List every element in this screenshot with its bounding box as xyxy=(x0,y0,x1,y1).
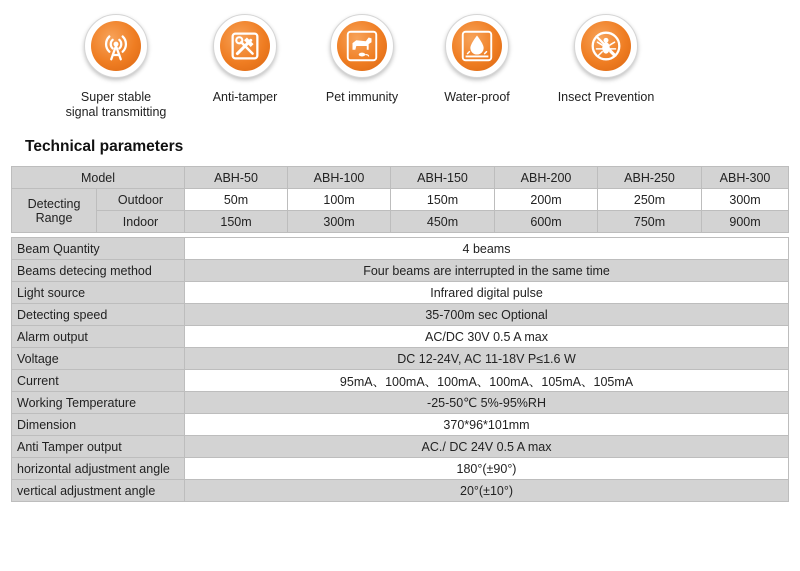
feature-label: Pet immunity xyxy=(325,90,399,104)
indoor-value: 750m xyxy=(598,211,702,233)
spec-row xyxy=(12,238,789,260)
spec-row xyxy=(12,260,789,282)
model-cell: ABH-100 xyxy=(288,167,391,189)
feature-badge xyxy=(213,14,277,78)
spec-label: Alarm output xyxy=(12,326,185,348)
spec-value: AC/DC 30V 0.5 A max xyxy=(185,326,789,348)
spec-row xyxy=(12,282,789,304)
feature-badge xyxy=(330,14,394,78)
spec-label: Dimension xyxy=(12,414,185,436)
spec-value: 370*96*101mm xyxy=(185,414,789,436)
spec-label: Anti Tamper output xyxy=(12,436,185,458)
spec-value: Infrared digital pulse xyxy=(185,282,789,304)
model-row xyxy=(12,167,789,189)
spec-label: vertical adjustment angle xyxy=(12,480,185,502)
spec-value: 4 beams xyxy=(185,238,789,260)
spec-row xyxy=(12,348,789,370)
feature-label: Anti-tamper xyxy=(212,90,278,104)
feature-label: Super stable signal transmitting xyxy=(65,90,167,119)
outdoor-row xyxy=(12,189,789,211)
spec-label: horizontal adjustment angle xyxy=(12,458,185,480)
feature-label: Insect Prevention xyxy=(557,90,655,104)
spec-row xyxy=(12,304,789,326)
spec-value: 35-700m sec Optional xyxy=(185,304,789,326)
feature-strip xyxy=(0,0,800,120)
water-drop-icon xyxy=(458,27,496,65)
dog-mouse-icon xyxy=(343,27,381,65)
spec-row xyxy=(12,480,789,502)
spec-label: Light source xyxy=(12,282,185,304)
indoor-value: 600m xyxy=(495,211,598,233)
spec-value: 95mA、100mA、100mA、100mA、105mA、105mA xyxy=(185,370,789,392)
spec-label: Beam Quantity xyxy=(12,238,185,260)
model-cell: ABH-250 xyxy=(598,167,702,189)
spec-value: Four beams are interrupted in the same time xyxy=(185,260,789,282)
model-cell: ABH-300 xyxy=(702,167,789,189)
spec-label: Beams detecing method xyxy=(12,260,185,282)
spec-table xyxy=(11,166,789,502)
model-cell: ABH-200 xyxy=(495,167,598,189)
spec-label: Working Temperature xyxy=(12,392,185,414)
feature-water-proof xyxy=(407,14,547,105)
outdoor-label: Outdoor xyxy=(97,189,185,211)
indoor-value: 150m xyxy=(185,211,288,233)
spec-label: Current xyxy=(12,370,185,392)
feature-badge xyxy=(445,14,509,78)
spec-row xyxy=(12,436,789,458)
spec-value: 180°(±90°) xyxy=(185,458,789,480)
model-cell: ABH-150 xyxy=(391,167,495,189)
feature-badge xyxy=(574,14,638,78)
spec-label: Voltage xyxy=(12,348,185,370)
signal-tower-icon xyxy=(97,27,135,65)
outdoor-value: 200m xyxy=(495,189,598,211)
outdoor-value: 150m xyxy=(391,189,495,211)
spec-value: -25-50℃ 5%-95%RH xyxy=(185,392,789,414)
outdoor-value: 50m xyxy=(185,189,288,211)
outdoor-value: 250m xyxy=(598,189,702,211)
feature-insect-prevention xyxy=(536,14,676,105)
spec-label: Detecting speed xyxy=(12,304,185,326)
spec-row xyxy=(12,370,789,392)
spec-value: 20°(±10°) xyxy=(185,480,789,502)
no-insect-icon xyxy=(587,27,625,65)
model-cell: ABH-50 xyxy=(185,167,288,189)
outdoor-value: 300m xyxy=(702,189,789,211)
feature-badge xyxy=(84,14,148,78)
indoor-label: Indoor xyxy=(97,211,185,233)
spec-value: AC./ DC 24V 0.5 A max xyxy=(185,436,789,458)
hammer-wrench-icon xyxy=(226,27,264,65)
indoor-row xyxy=(12,211,789,233)
indoor-value: 900m xyxy=(702,211,789,233)
feature-signal xyxy=(46,14,186,120)
feature-label: Water-proof xyxy=(444,90,510,104)
spec-row xyxy=(12,326,789,348)
spec-row xyxy=(12,414,789,436)
model-label: Model xyxy=(12,167,185,189)
spec-value: DC 12-24V, AC 11-18V P≤1.6 W xyxy=(185,348,789,370)
section-title: Technical parameters xyxy=(25,138,184,155)
spec-row xyxy=(12,458,789,480)
spec-row xyxy=(12,392,789,414)
detecting-range-label: Detecting Range xyxy=(12,189,97,233)
indoor-value: 450m xyxy=(391,211,495,233)
indoor-value: 300m xyxy=(288,211,391,233)
outdoor-value: 100m xyxy=(288,189,391,211)
